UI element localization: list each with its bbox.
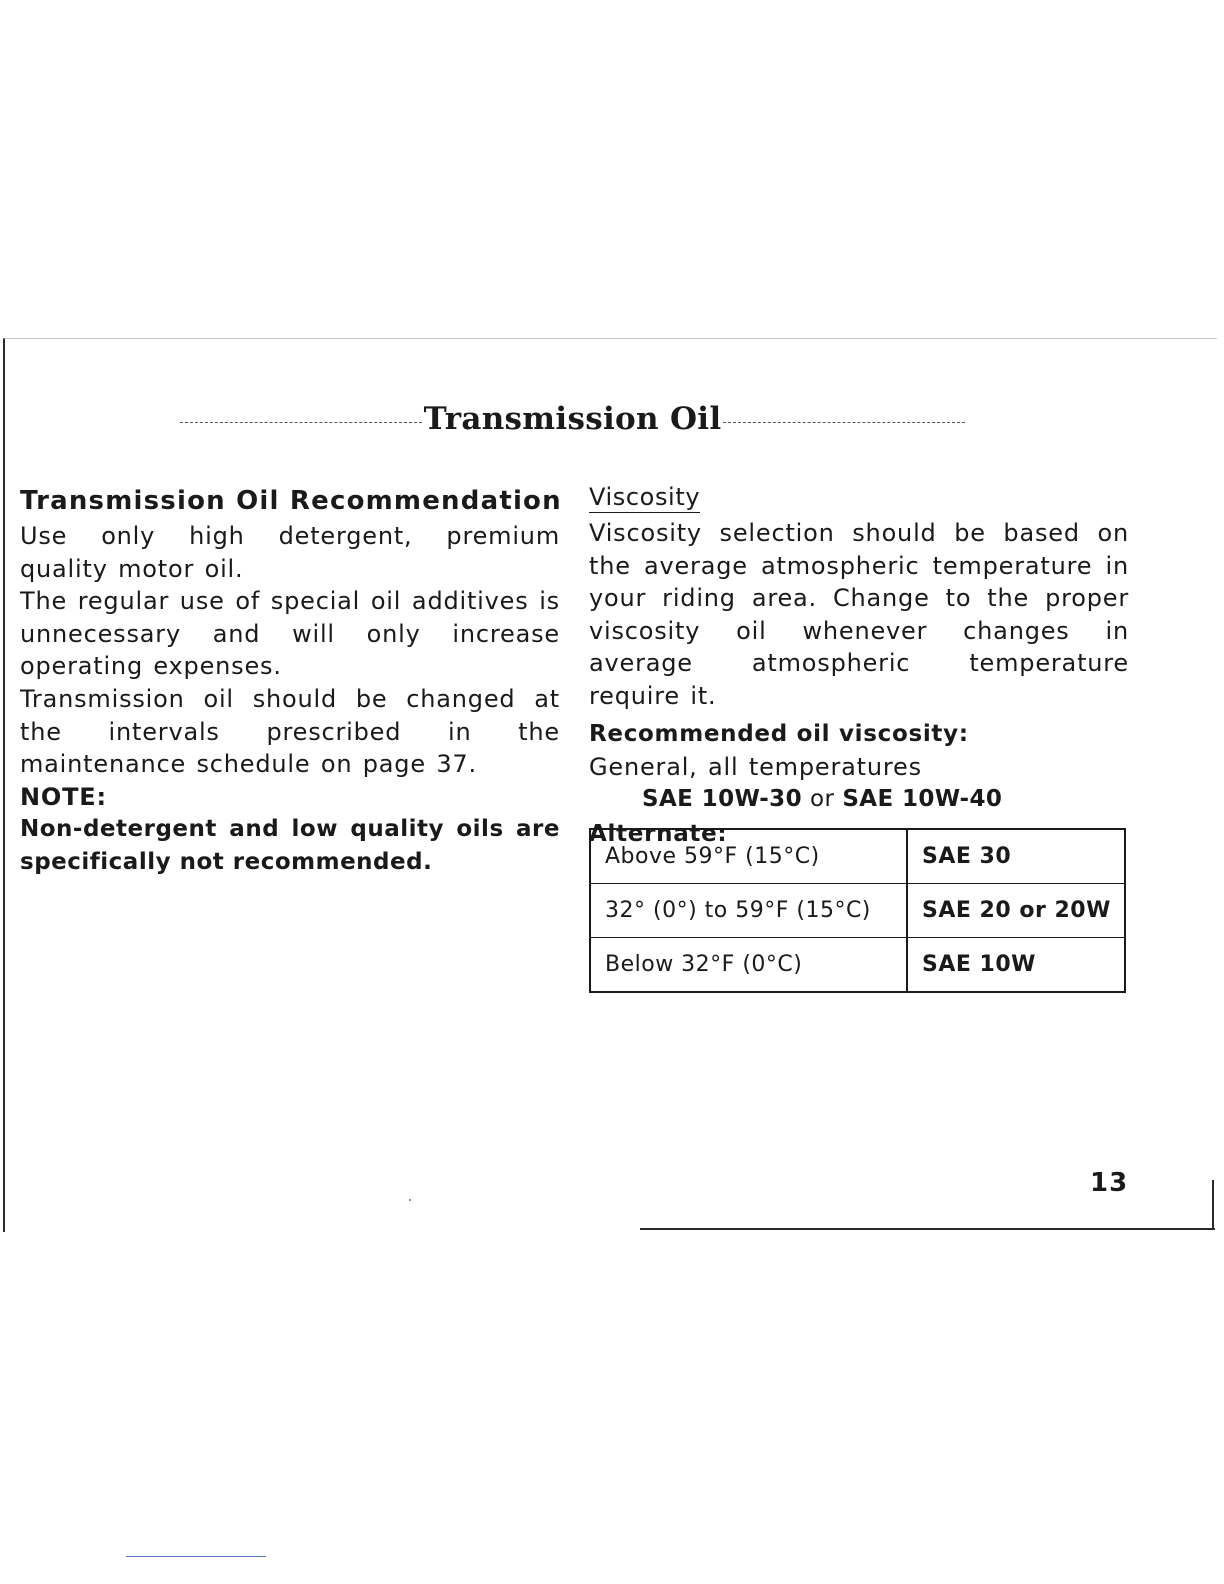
temperature-cell: 32° (0°) to 59°F (15°C) xyxy=(590,884,907,938)
paragraph-viscosity: Viscosity selection should be based on the average atmospheric temperature in your riding area. Change to the proper viscosity oil whenever changes in average atmospheric temperature require it. xyxy=(589,519,1129,710)
alternate-label: Alternate: xyxy=(589,821,728,848)
paragraph-change-interval: Transmission oil should be changed at the intervals prescribed in the maintenance schedule on page 37. xyxy=(20,684,560,779)
page-title: Transmission Oil xyxy=(423,401,722,437)
grade-cell: SAE 30 xyxy=(907,829,1125,884)
paragraph-additives: The regular use of special oil additives is unnecessary and will only increase operating expenses. xyxy=(20,587,560,681)
page-bottom-rule xyxy=(640,1228,1215,1230)
table-row xyxy=(590,884,1125,938)
title-leader-left xyxy=(180,422,422,423)
table-row xyxy=(590,829,1125,884)
grade-cell: SAE 10W xyxy=(922,952,1036,977)
general-temperatures-label: General, all temperatures xyxy=(589,752,922,781)
left-column xyxy=(20,482,560,879)
recommended-viscosity-label: Recommended oil viscosity: xyxy=(589,720,969,747)
general-grade-line xyxy=(642,783,1129,815)
title-leader-right xyxy=(723,422,965,423)
general-grade-2: SAE 10W-40 xyxy=(842,786,1003,813)
section-heading: Transmission Oil Recommendation xyxy=(20,486,562,516)
general-grade-1: SAE 10W-30 xyxy=(642,786,802,813)
alternate-viscosity-table xyxy=(589,828,1126,993)
temperature-cell: Above 59°F (15°C) xyxy=(590,829,907,884)
temperature-cell: Below 32°F (0°C) xyxy=(590,938,907,993)
general-grade-or: or xyxy=(809,786,835,813)
right-column xyxy=(589,482,1129,851)
table-row xyxy=(590,938,1125,993)
grade-cell: SAE 20 or 20W xyxy=(907,884,1125,938)
page-number: 13 xyxy=(1090,1168,1129,1198)
note-label: NOTE: xyxy=(20,782,107,811)
paragraph-oil-quality: Use only high detergent, premium quality motor oil. xyxy=(20,522,560,583)
note-text: Non-detergent and low quality oils are specifically not recommended. xyxy=(20,816,560,875)
viscosity-subheading: Viscosity xyxy=(589,483,701,511)
page-title-bar xyxy=(180,397,965,441)
scan-speck xyxy=(409,1199,411,1201)
page-edge-rule xyxy=(1212,1180,1214,1230)
scan-blue-mark xyxy=(126,1556,266,1557)
